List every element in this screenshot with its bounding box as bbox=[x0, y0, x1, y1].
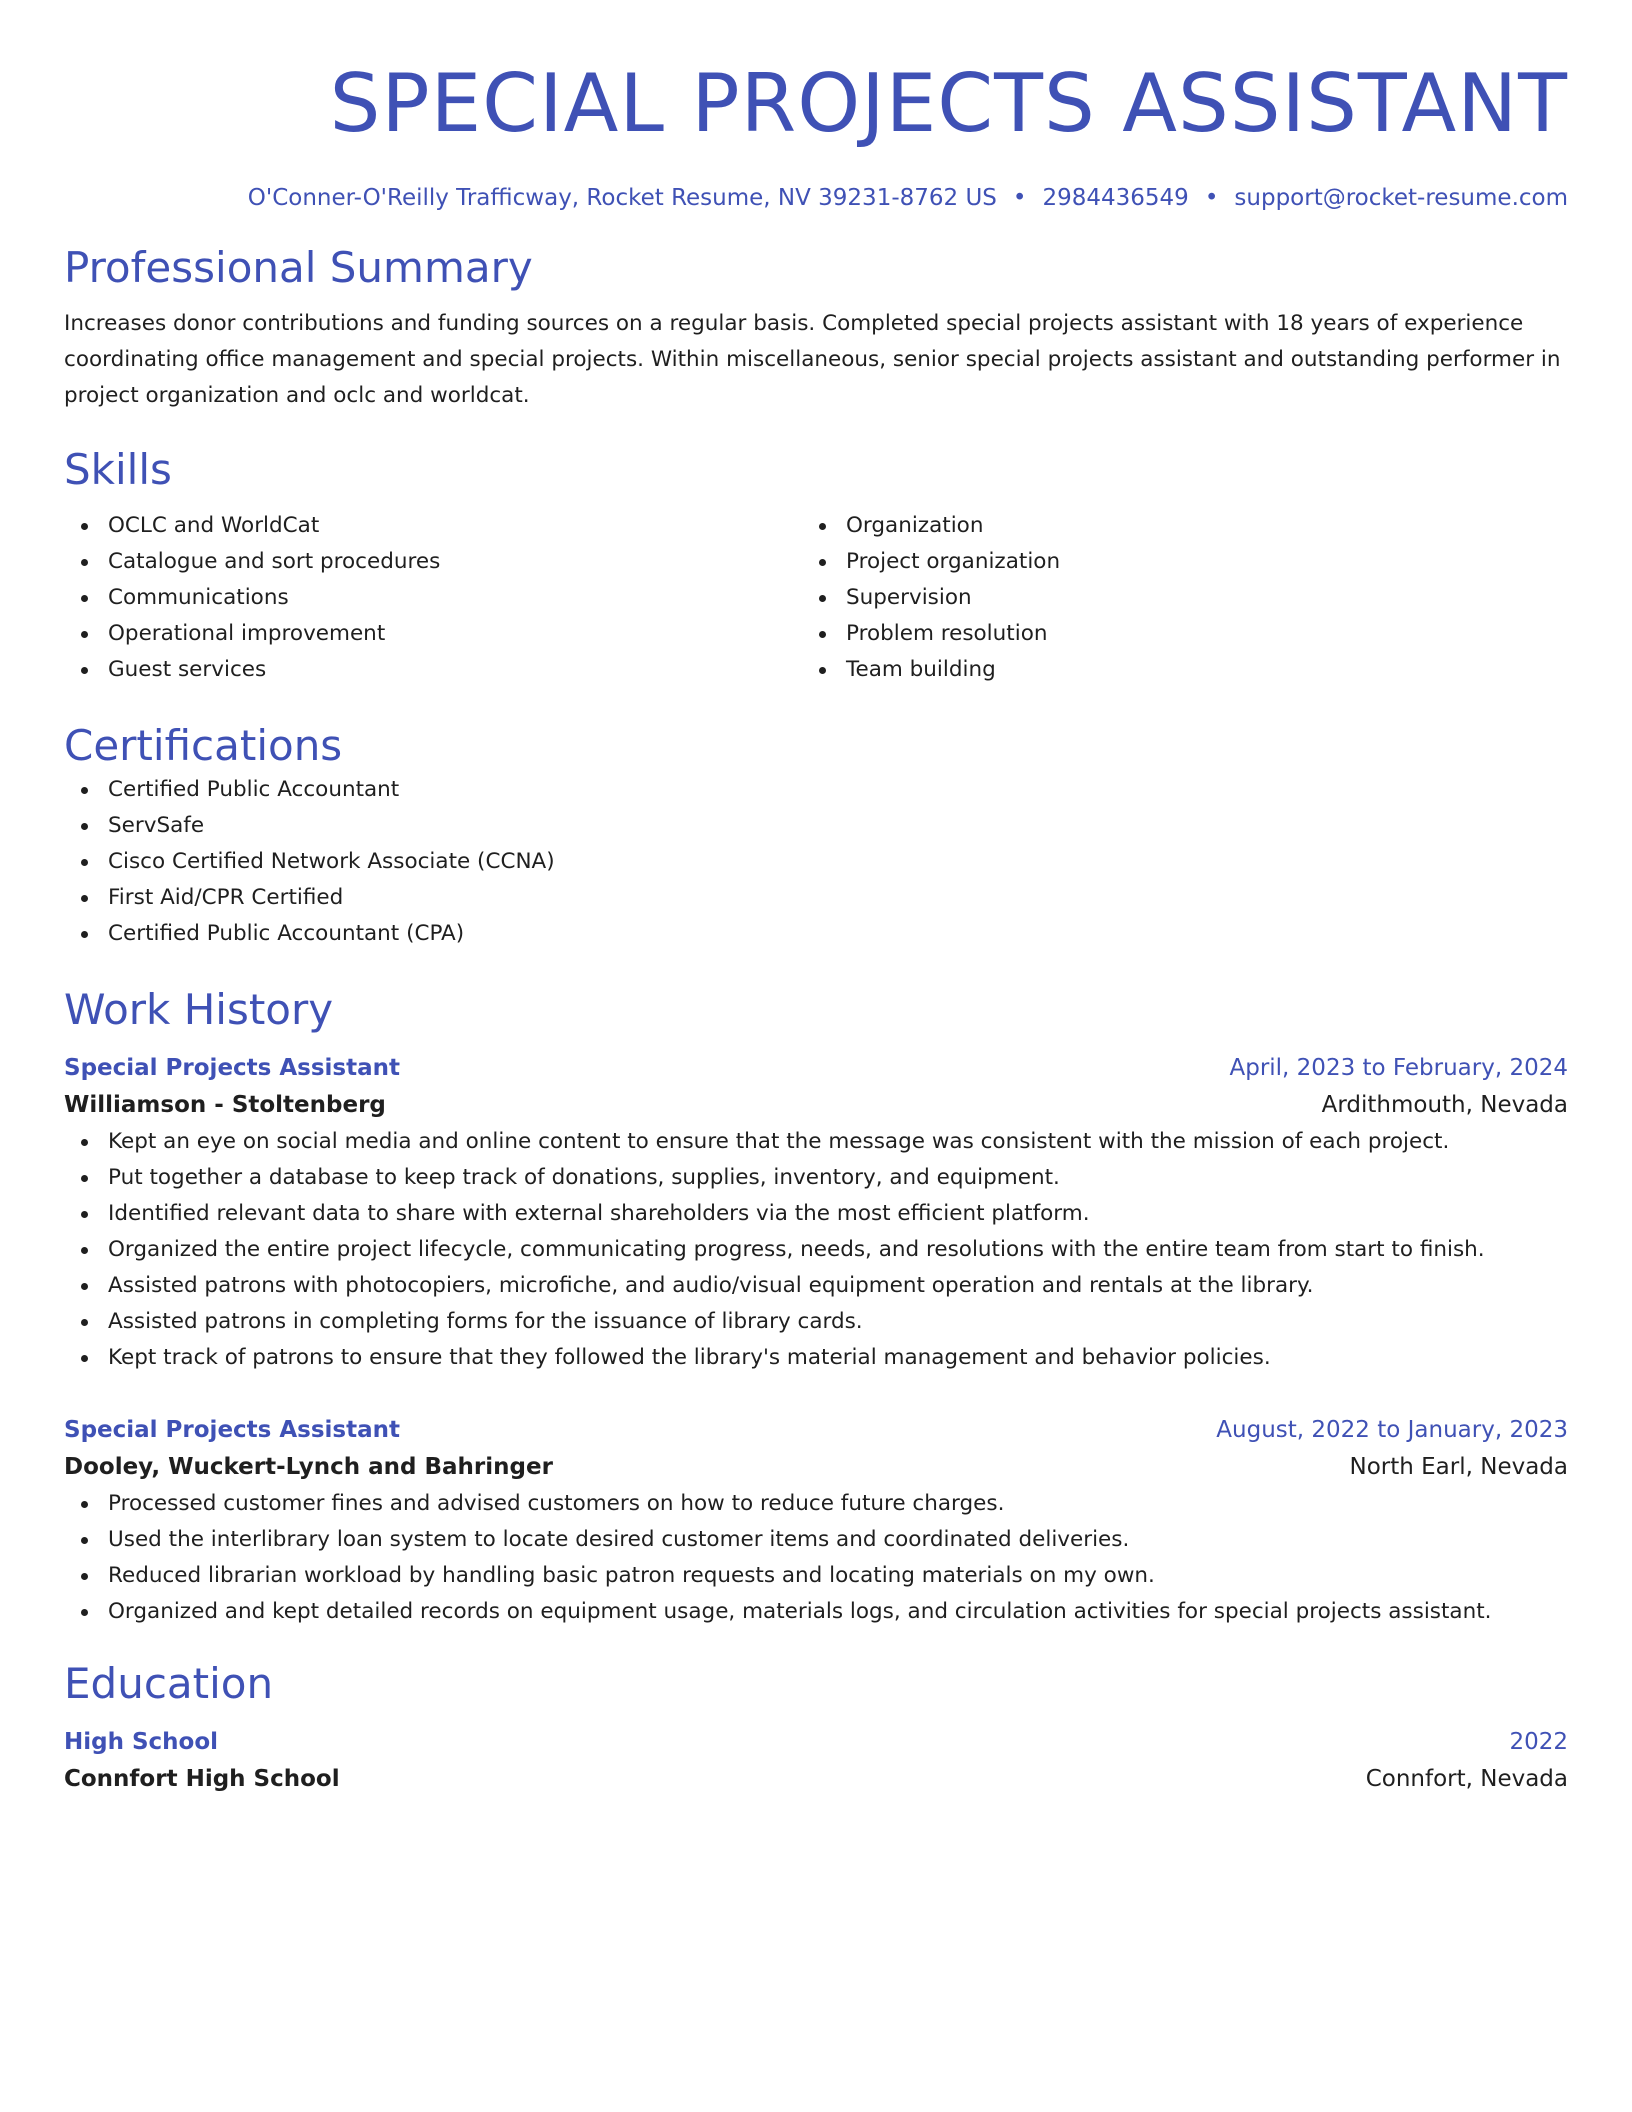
skill-item: Problem resolution bbox=[802, 616, 1540, 652]
job-duty-item: Reduced librarian workload by handling basic patron requests and locating materials on my own. bbox=[64, 1558, 1568, 1594]
contact-line bbox=[64, 182, 1568, 214]
job-header-row bbox=[64, 1050, 1568, 1086]
skills-grid bbox=[64, 508, 1568, 688]
contact-separator: • bbox=[1204, 185, 1219, 211]
contact-address: O'Conner-O'Reilly Trafficway, Rocket Resume, NV 39231-8762 US bbox=[247, 185, 997, 211]
education-heading: Education bbox=[64, 1659, 274, 1708]
certification-item: ServSafe bbox=[64, 808, 1568, 844]
skill-item: Operational improvement bbox=[64, 616, 802, 652]
job-dates: April, 2023 to February, 2024 bbox=[1229, 1055, 1568, 1081]
education-degree: High School bbox=[64, 1729, 219, 1755]
job-duties-list bbox=[64, 1486, 1568, 1630]
job-company: Dooley, Wuckert-Lynch and Bahringer bbox=[64, 1454, 553, 1480]
job-location: North Earl, Nevada bbox=[1349, 1454, 1568, 1480]
certification-item: Certified Public Accountant bbox=[64, 772, 1568, 808]
page-title: SPECIAL PROJECTS ASSISTANT bbox=[329, 57, 1568, 150]
job-duty-item: Used the interlibrary loan system to locate desired customer items and coordinated deliveries. bbox=[64, 1522, 1568, 1558]
job-entry bbox=[64, 1412, 1568, 1630]
summary-heading: Professional Summary bbox=[64, 243, 533, 292]
job-header-row bbox=[64, 1412, 1568, 1448]
education-header-row bbox=[64, 1724, 1568, 1760]
skill-item: Organization bbox=[802, 508, 1540, 544]
skill-item: Communications bbox=[64, 580, 802, 616]
job-company-row bbox=[64, 1448, 1568, 1486]
job-company: Williamson - Stoltenberg bbox=[64, 1092, 386, 1118]
summary-text: Increases donor contributions and funding sources on a regular basis. Completed special projects assistant with 18 years of experience coordinating office management and special projects. Within miscellaneous, senior special projects assistant and outstanding performer in project organization and oclc and worldcat. bbox=[64, 311, 1561, 408]
job-duty-item: Kept an eye on social media and online content to ensure that the message was consistent with the mission of each project. bbox=[64, 1124, 1568, 1160]
job-entry bbox=[64, 1050, 1568, 1376]
certifications-list bbox=[64, 772, 1568, 952]
job-company-row bbox=[64, 1086, 1568, 1124]
job-duty-item: Kept track of patrons to ensure that they followed the library's material management and behavior policies. bbox=[64, 1340, 1568, 1376]
education-school-row bbox=[64, 1760, 1568, 1798]
job-title: Special Projects Assistant bbox=[64, 1055, 401, 1081]
work-history-heading: Work History bbox=[64, 985, 334, 1034]
job-duty-item: Organized the entire project lifecycle, communicating progress, needs, and resolutions with the entire team from start to finish. bbox=[64, 1232, 1568, 1268]
skill-item: Guest services bbox=[64, 652, 802, 688]
skill-item: Team building bbox=[802, 652, 1540, 688]
skill-item: Supervision bbox=[802, 580, 1540, 616]
skill-item: Catalogue and sort procedures bbox=[64, 544, 802, 580]
contact-email: support@rocket-resume.com bbox=[1234, 185, 1568, 211]
job-duty-item: Processed customer fines and advised customers on how to reduce future charges. bbox=[64, 1486, 1568, 1522]
job-duty-item: Organized and kept detailed records on equipment usage, materials logs, and circulation activities for special projects assistant. bbox=[64, 1594, 1568, 1630]
certifications-heading: Certifications bbox=[64, 721, 343, 770]
job-duties-list bbox=[64, 1124, 1568, 1376]
contact-phone: 2984436549 bbox=[1042, 185, 1189, 211]
job-location: Ardithmouth, Nevada bbox=[1321, 1092, 1568, 1118]
education-year: 2022 bbox=[1509, 1729, 1568, 1755]
job-duty-item: Assisted patrons with photocopiers, microfiche, and audio/visual equipment operation and rentals at the library. bbox=[64, 1268, 1568, 1304]
skills-list-right bbox=[802, 508, 1540, 688]
job-duty-item: Assisted patrons in completing forms for the issuance of library cards. bbox=[64, 1304, 1568, 1340]
certification-item: Cisco Certified Network Associate (CCNA) bbox=[64, 844, 1568, 880]
education-location: Connfort, Nevada bbox=[1365, 1766, 1568, 1792]
education-entry bbox=[64, 1724, 1568, 1798]
job-dates: August, 2022 to January, 2023 bbox=[1216, 1417, 1568, 1443]
job-duty-item: Identified relevant data to share with external shareholders via the most efficient platform. bbox=[64, 1196, 1568, 1232]
skill-item: Project organization bbox=[802, 544, 1540, 580]
skill-item: OCLC and WorldCat bbox=[64, 508, 802, 544]
skills-heading: Skills bbox=[64, 445, 172, 494]
job-duty-item: Put together a database to keep track of donations, supplies, inventory, and equipment. bbox=[64, 1160, 1568, 1196]
certification-item: Certified Public Accountant (CPA) bbox=[64, 916, 1568, 952]
certification-item: First Aid/CPR Certified bbox=[64, 880, 1568, 916]
skills-list-left bbox=[64, 508, 802, 688]
job-title: Special Projects Assistant bbox=[64, 1417, 401, 1443]
contact-separator: • bbox=[1012, 185, 1027, 211]
education-school: Connfort High School bbox=[64, 1766, 340, 1792]
